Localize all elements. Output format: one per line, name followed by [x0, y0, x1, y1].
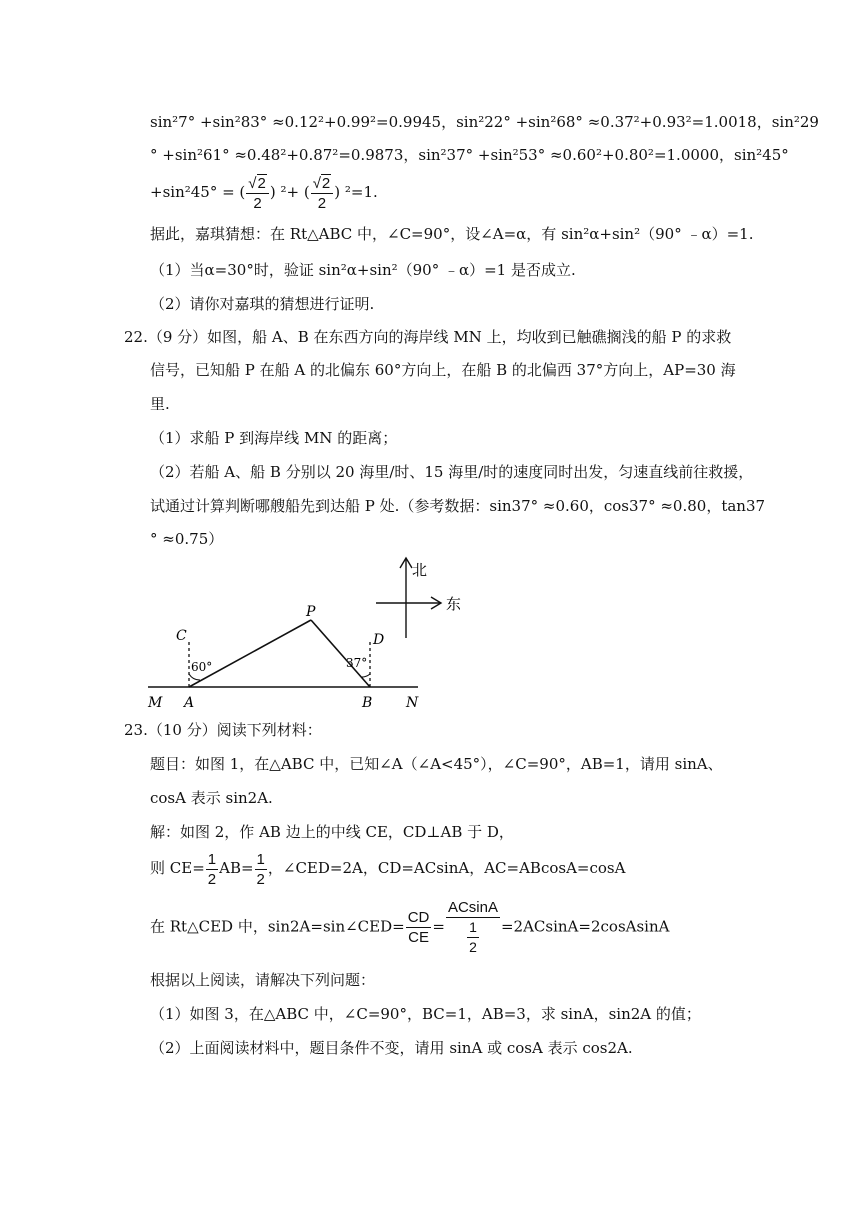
p22-question-2: （2）若船 A、船 B 分别以 20 海里/时、15 海里/时的速度同时出发，匀速直线前往救援， — [150, 463, 754, 481]
nested-half-num: 1 — [467, 918, 479, 938]
intro-line-1: sin²7° +sin²83° ≈0.12²+0.99²=0.9945，sin²22° +sin²68° ≈0.37²+0.93²=1.0018，sin²29 — [150, 113, 819, 131]
intro-conjecture: 据此，嘉琪猜想：在 Rt△ABC 中，∠C=90°，设∠A=α，有 sin²α+sin²（90° ﹣α）=1. — [150, 225, 754, 243]
label-B: B — [362, 695, 373, 711]
fraction-acsina-half — [446, 898, 500, 957]
compass-east-label: 东 — [446, 595, 462, 613]
intro-line-3-a: +sin²45° = ( — [150, 183, 246, 201]
p22-line-3: 里. — [150, 395, 170, 413]
p23-sin2a-eq: = — [432, 917, 445, 936]
p23-line-2: 题目：如图 1，在△ABC 中，已知∠A（∠A<45°），∠C=90°，AB=1，请用 sinA、 — [150, 755, 723, 773]
fraction-half-1-den: 2 — [207, 870, 217, 888]
compass-north-label: 北 — [412, 561, 428, 579]
sqrt-radicand: 2 — [257, 174, 266, 192]
sqrt2-over-2-b: $\frac{√2}{2}$ — [311, 174, 334, 213]
fraction-cd-ce-den: CE — [408, 928, 429, 946]
label-D: D — [373, 632, 385, 648]
p23-sin2a-b: =2ACsinA=2cosAsinA — [500, 917, 670, 936]
p23-ce-line — [150, 848, 625, 889]
fraction-half-1-num: 1 — [207, 850, 217, 868]
fraction-acsina-num: ACsinA — [447, 899, 498, 916]
segment-AP — [189, 620, 311, 687]
p22-question-2b: 试通过计算判断哪艘船先到达船 P 处.（参考数据：sin37° ≈0.60，cos37° ≈0.80，tan37 — [150, 497, 766, 515]
p22-line-1: 22.（9 分）如图，船 A、B 在东西方向的海岸线 MN 上，均收到已触礁搁浅的船 P 的求救 — [124, 328, 732, 346]
ship-rescue-figure — [0, 556, 860, 716]
p23-question-1: （1）如图 3，在△ABC 中，∠C=90°，BC=1，AB=3，求 sinA，sin2A 的值； — [150, 1005, 701, 1023]
p23-instruction: 根据以上阅读，请解决下列问题： — [150, 971, 376, 989]
intro-line-3 — [150, 172, 378, 213]
intro-line-3-c: ) ²=1. — [334, 183, 378, 201]
p23-ce-b: AB= — [219, 859, 254, 877]
angle-arc-B — [361, 674, 370, 677]
p23-sin2a-a: 在 Rt△CED 中，sin2A=sin∠CED= — [150, 917, 405, 936]
fraction-half-2-num: 1 — [256, 850, 265, 868]
label-C: C — [176, 628, 187, 644]
p22-line-2: 信号，已知船 P 在船 A 的北偏东 60°方向上，在船 B 的北偏西 37°方向上，AP=30 海 — [150, 361, 736, 379]
sqrt-radicand-b: 2 — [321, 174, 331, 192]
p23-sin2a-line — [150, 898, 669, 957]
p23-ce-a: 则 CE= — [150, 859, 205, 877]
label-N: N — [406, 695, 419, 711]
intro-line-2: ° +sin²61° ≈0.48²+0.87²=0.9873，sin²37° +sin²53° ≈0.60²+0.80²=1.0000，sin²45° — [150, 146, 789, 164]
sqrt2-over-2-a: $\frac{√2}{2}$ — [246, 174, 269, 213]
fraction-half-1 — [206, 850, 218, 889]
angle-label-60: 60° — [191, 660, 213, 674]
intro-line-3-b: ) ²+ ( — [269, 183, 310, 201]
fraction-denominator-b: 2 — [317, 194, 327, 212]
intro-question-2: （2）请你对嘉琪的猜想进行证明. — [150, 295, 375, 313]
label-M: M — [148, 695, 163, 711]
fraction-denominator: 2 — [253, 194, 262, 212]
intro-question-1: （1）当α=30°时，验证 sin²α+sin²（90° ﹣α）=1 是否成立. — [150, 261, 576, 279]
fraction-half-2-den: 2 — [256, 870, 265, 888]
fraction-cd-ce — [406, 908, 432, 947]
fraction-cd-ce-num: CD — [407, 908, 430, 926]
label-A: A — [184, 695, 195, 711]
p22-question-2c: ° ≈0.75） — [150, 530, 224, 548]
p23-solution-line: 解：如图 2，作 AB 边上的中线 CE，CD⊥AB 于 D， — [150, 823, 514, 841]
p23-question-2: （2）上面阅读材料中，题目条件不变，请用 sinA 或 cosA 表示 cos2A. — [150, 1039, 633, 1057]
fraction-acsina-den — [446, 918, 500, 957]
label-P: P — [306, 604, 316, 620]
angle-label-37: 37° — [346, 656, 368, 670]
p23-line-3: cosA 表示 sin2A. — [150, 789, 273, 807]
p22-question-1: （1）求船 P 到海岸线 MN 的距离； — [150, 429, 398, 447]
nested-half-den: 2 — [469, 939, 477, 955]
p23-ce-c: ，∠CED=2A，CD=ACsinA，AC=ABcosA=cosA — [267, 859, 626, 877]
angle-arc-A — [189, 674, 200, 680]
p23-line-1: 23.（10 分）阅读下列材料： — [124, 721, 322, 739]
fraction-half-2 — [255, 850, 267, 889]
